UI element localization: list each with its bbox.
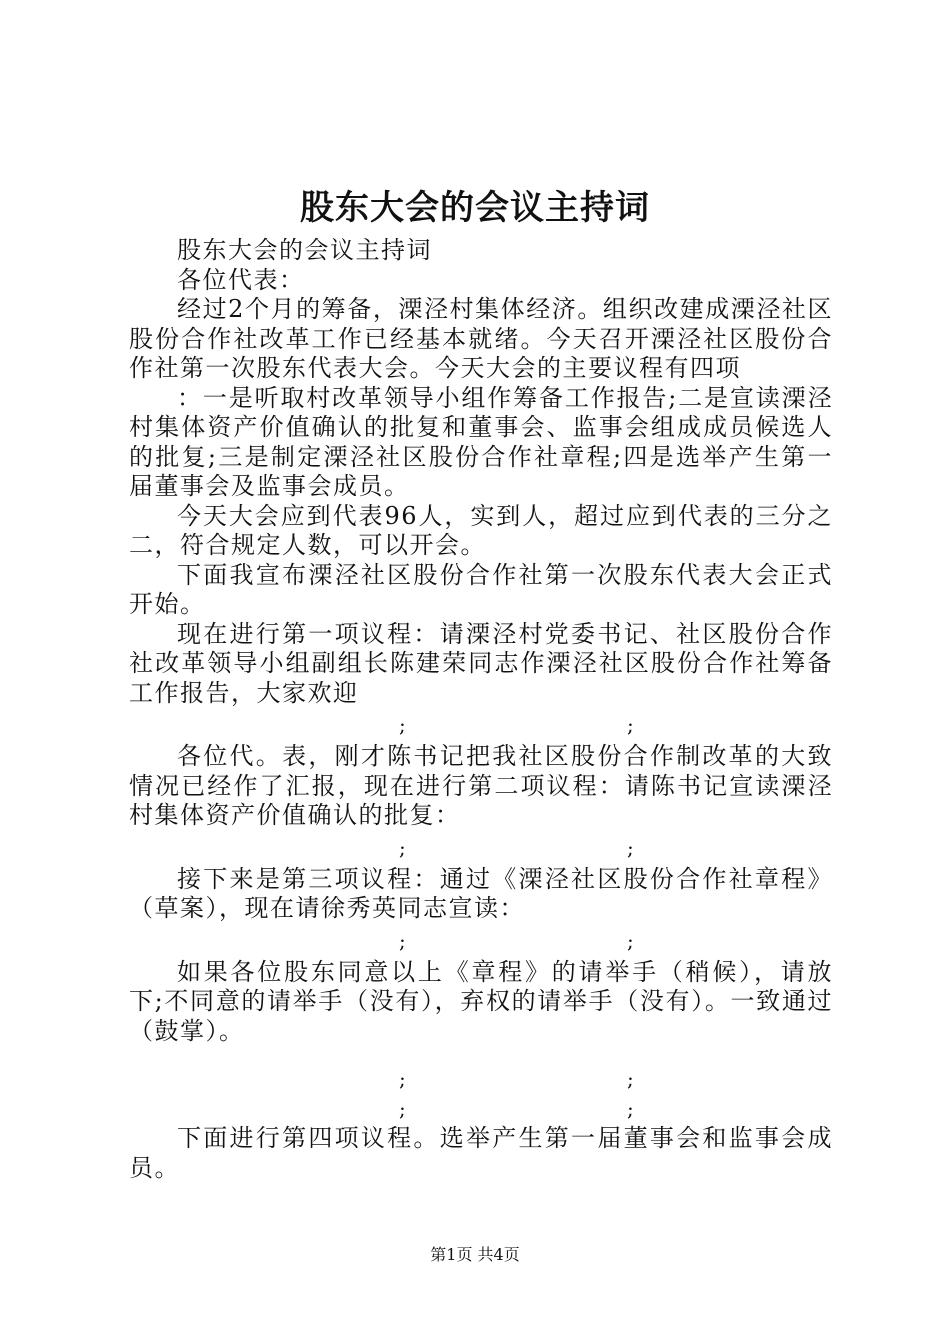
- separator-row: [129, 1094, 833, 1124]
- paragraph: 今天大会应到代表96人，实到人，超过应到代表的三分之二，符合规定人数，可以开会。: [129, 501, 833, 559]
- paragraph: 接下来是第三项议程：通过《溧泾社区股份合作社章程》（草案），现在请徐秀英同志宣读：: [129, 864, 833, 922]
- separator-row: [129, 1064, 833, 1094]
- separator-mark: ;: [399, 928, 408, 953]
- page-title: 股东大会的会议主持词: [300, 188, 650, 228]
- separator-mark: ;: [399, 713, 408, 737]
- separator-row: [129, 710, 833, 740]
- paragraph: 各位代。表，刚才陈书记把我社区股份合作制改革的大致情况已经作了汇报，现在进行第二项议程：请陈书记宣读溧泾村集体资产价值确认的批复：: [129, 742, 833, 829]
- separator-row: [129, 833, 833, 863]
- document-body: [129, 236, 833, 1183]
- separator-mark: ;: [627, 928, 636, 953]
- paragraph: 下面我宣布溧泾社区股份合作社第一次股东代表大会正式开始。: [129, 560, 833, 618]
- separator-mark: ;: [399, 1067, 408, 1091]
- separator-mark: ;: [627, 713, 636, 737]
- paragraph: 如果各位股东同意以上《章程》的请举手（稍候），请放下;不同意的请举手（没有），弃权的请举手（没有）。一致通过（鼓掌）。: [129, 957, 833, 1045]
- page-footer: 第1页 共4页: [430, 1245, 520, 1264]
- paragraph: 下面进行第四项议程。选举产生第一届董事会和监事会成员。: [129, 1124, 833, 1182]
- paragraph: 各位代表：: [177, 265, 305, 294]
- separator-row: [129, 926, 833, 956]
- separator-mark: ;: [399, 835, 408, 860]
- separator-mark: ;: [627, 1067, 636, 1091]
- paragraph: 股东大会的会议主持词: [177, 236, 432, 264]
- separator-mark: ;: [399, 1097, 408, 1121]
- paragraph: 现在进行第一项议程：请溧泾村党委书记、社区股份合作社改革领导小组副组长陈建荣同志作溧泾社区股份合作社筹备工作报告，大家欢迎: [129, 619, 833, 707]
- paragraph: 经过2个月的筹备，溧泾村集体经济。组织改建成溧泾社区股份合作社改革工作已经基本就绪。今天召开溧泾社区股份合作社第一次股东代表大会。今天大会的主要议程有四项: [129, 295, 833, 382]
- separator-mark: ;: [627, 1097, 636, 1121]
- paragraph: ：一是听取村改革领导小组作筹备工作报告;二是宣读溧泾村集体资产价值确认的批复和董事会、监事会组成成员候选人的批复;三是制定溧泾社区股份合作社章程;四是选举产生第一届董事会及监事会成员。: [129, 383, 833, 500]
- separator-mark: ;: [627, 835, 636, 860]
